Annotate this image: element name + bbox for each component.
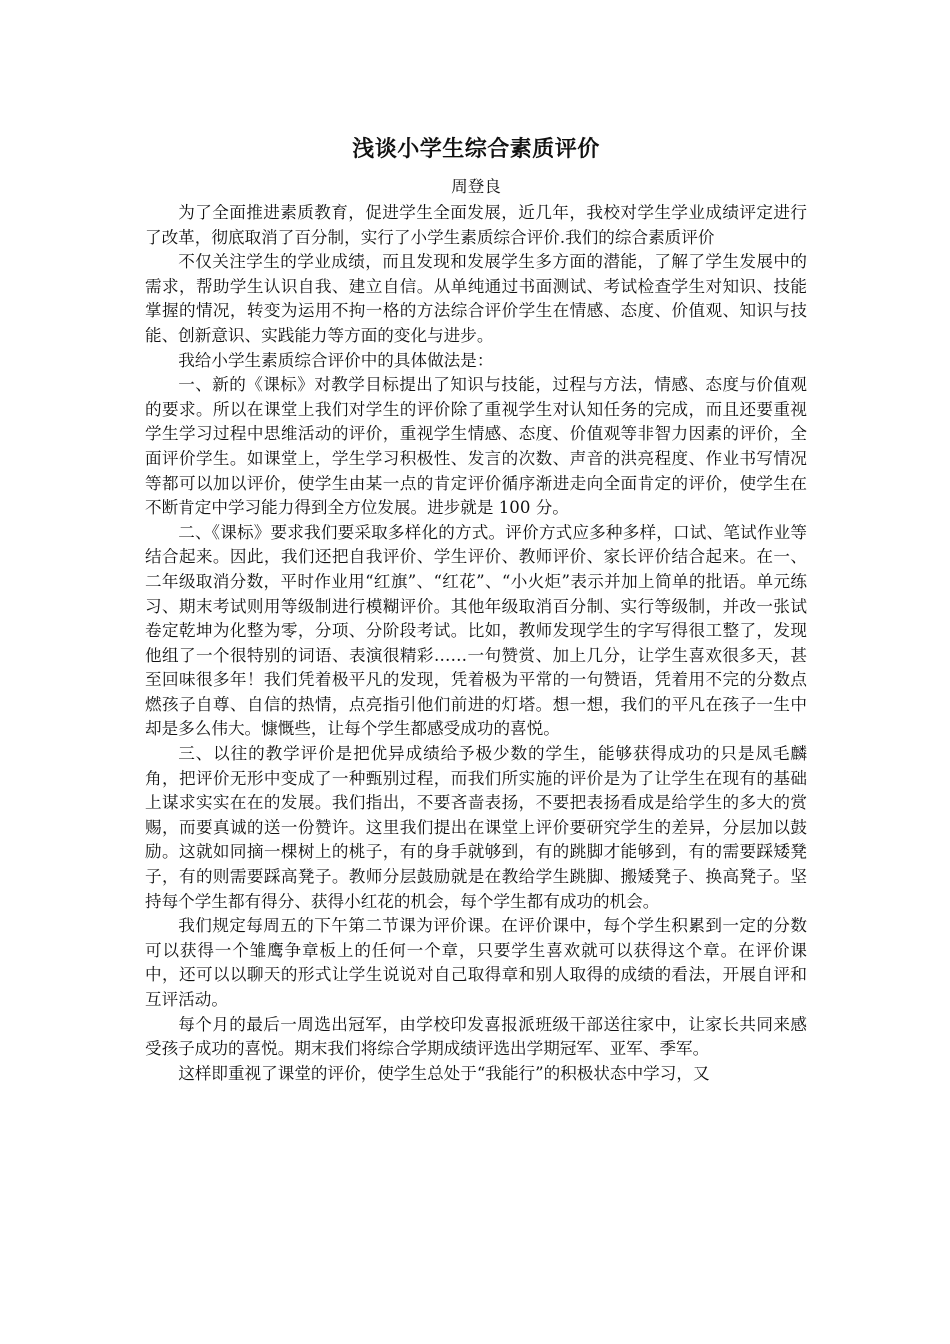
paragraph-conclusion: 这样即重视了课堂的评价，使学生总处于“我能行”的积极状态中学习，又: [178, 1063, 710, 1083]
paragraph-point-three: 三、以往的教学评价是把优异成绩给予极少数的学生，能够获得成功的只是凤毛麟角，把评价无形中变成了一种甄别过程，而我们所实施的评价是为了让学生在现有的基础上谋求实实在在的发展。我们指出，不要吝啬表扬，不要把表扬看成是给学生的多大的赏赐，而要真诚的送一份赞许。这里我们提出在课堂上评价要研究学生的差异，分层加以鼓励。这就如同摘一棵树上的桃子，有的身手就够到，有的跳脚才能够到，有的需要踩矮凳子，有的则需要踩高凳子。教师分层鼓励就是在教给学生跳脚、搬矮凳子、换高凳子。坚持每个学生都有得分、获得小红花的机会，每个学生都有成功的机会。: [145, 744, 807, 911]
paragraph-point-one: 一、新的《课标》对教学目标提出了知识与技能，过程与方法，情感、态度与价值观的要求。所以在课堂上我们对学生的评价除了重视学生对认知任务的完成，而且还要重视学生学习过程中思维活动的评价，重视学生情感、态度、价值观等非智力因素的评价，全面评价学生。如课堂上，学生学习积极性、发言的次数、声音的洪亮程度、作业书写情况等都可以加以评价，使学生由某一点的肯定评价循序渐进走向全面肯定的评价，使学生在不断肯定中学习能力得到全方位发展。进步就是 100 分。: [145, 375, 807, 518]
document-title: 浅谈小学生综合素质评价: [352, 137, 600, 162]
paragraph-intro-continued: 不仅关注学生的学业成绩，而且发现和发展学生多方面的潜能，了解了学生发展中的需求，帮助学生认识自我、建立自信。从单纯通过书面测试、考试检查学生对知识、技能掌握的情况，转变为运用不拘一格的方法综合评价学生在情感、态度、价值观、知识与技能、创新意识、实践能力等方面的变化与进步。: [145, 252, 807, 345]
paragraph-monthly-champion: 每个月的最后一周选出冠军，由学校印发喜报派班级干部送往家中，让家长共同来感受孩子成功的喜悦。期末我们将综合学期成绩评选出学期冠军、亚军、季军。: [145, 1014, 807, 1059]
paragraph-method-lead: 我给小学生素质综合评价中的具体做法是：: [178, 350, 494, 370]
document-body: [145, 133, 807, 1086]
paragraph-intro: 为了全面推进素质教育，促进学生全面发展，近几年，我校对学生学业成绩评定进行了改革，彻底取消了百分制，实行了小学生素质综合评价.我们的综合素质评价: [145, 203, 807, 247]
paragraph-point-two: 二、《课标》要求我们要采取多样化的方式。评价方式应多种多样，口试、笔试作业等结合起来。因此，我们还把自我评价、学生评价、教师评价、家长评价结合起来。在一、二年级取消分数，平时作业用“红旗”、“红花”、“小火炬”表示并加上简单的批语。单元练习、期末考试则用等级制进行模糊评价。其他年级取消百分制、实行等级制，并改一张试卷定乾坤为化整为零，分项、分阶段考试。比如，教师发现学生的字写得很工整了，发现他组了一个很特别的词语、表演很精彩……一句赞赏、加上几分，让学生喜欢很多天，甚至回味很多年！我们凭着极平凡的发现，凭着极为平常的一句赞语，凭着用不完的分数点燃孩子自尊、自信的热情，点亮指引他们前进的灯塔。想一想，我们的平凡在孩子一生中却是多么伟大。慷慨些，让每个学生都感受成功的喜悦。: [145, 522, 807, 739]
paragraph-evaluation-class: 我们规定每周五的下午第二节课为评价课。在评价课中，每个学生积累到一定的分数可以获得一个雏鹰争章板上的任何一个章，只要学生喜欢就可以获得这个章。在评价课中，还可以以聊天的形式让学生说说对自己取得章和别人取得的成绩的看法，开展自评和互评活动。: [145, 916, 807, 1009]
document-author: 周登良: [451, 177, 501, 196]
